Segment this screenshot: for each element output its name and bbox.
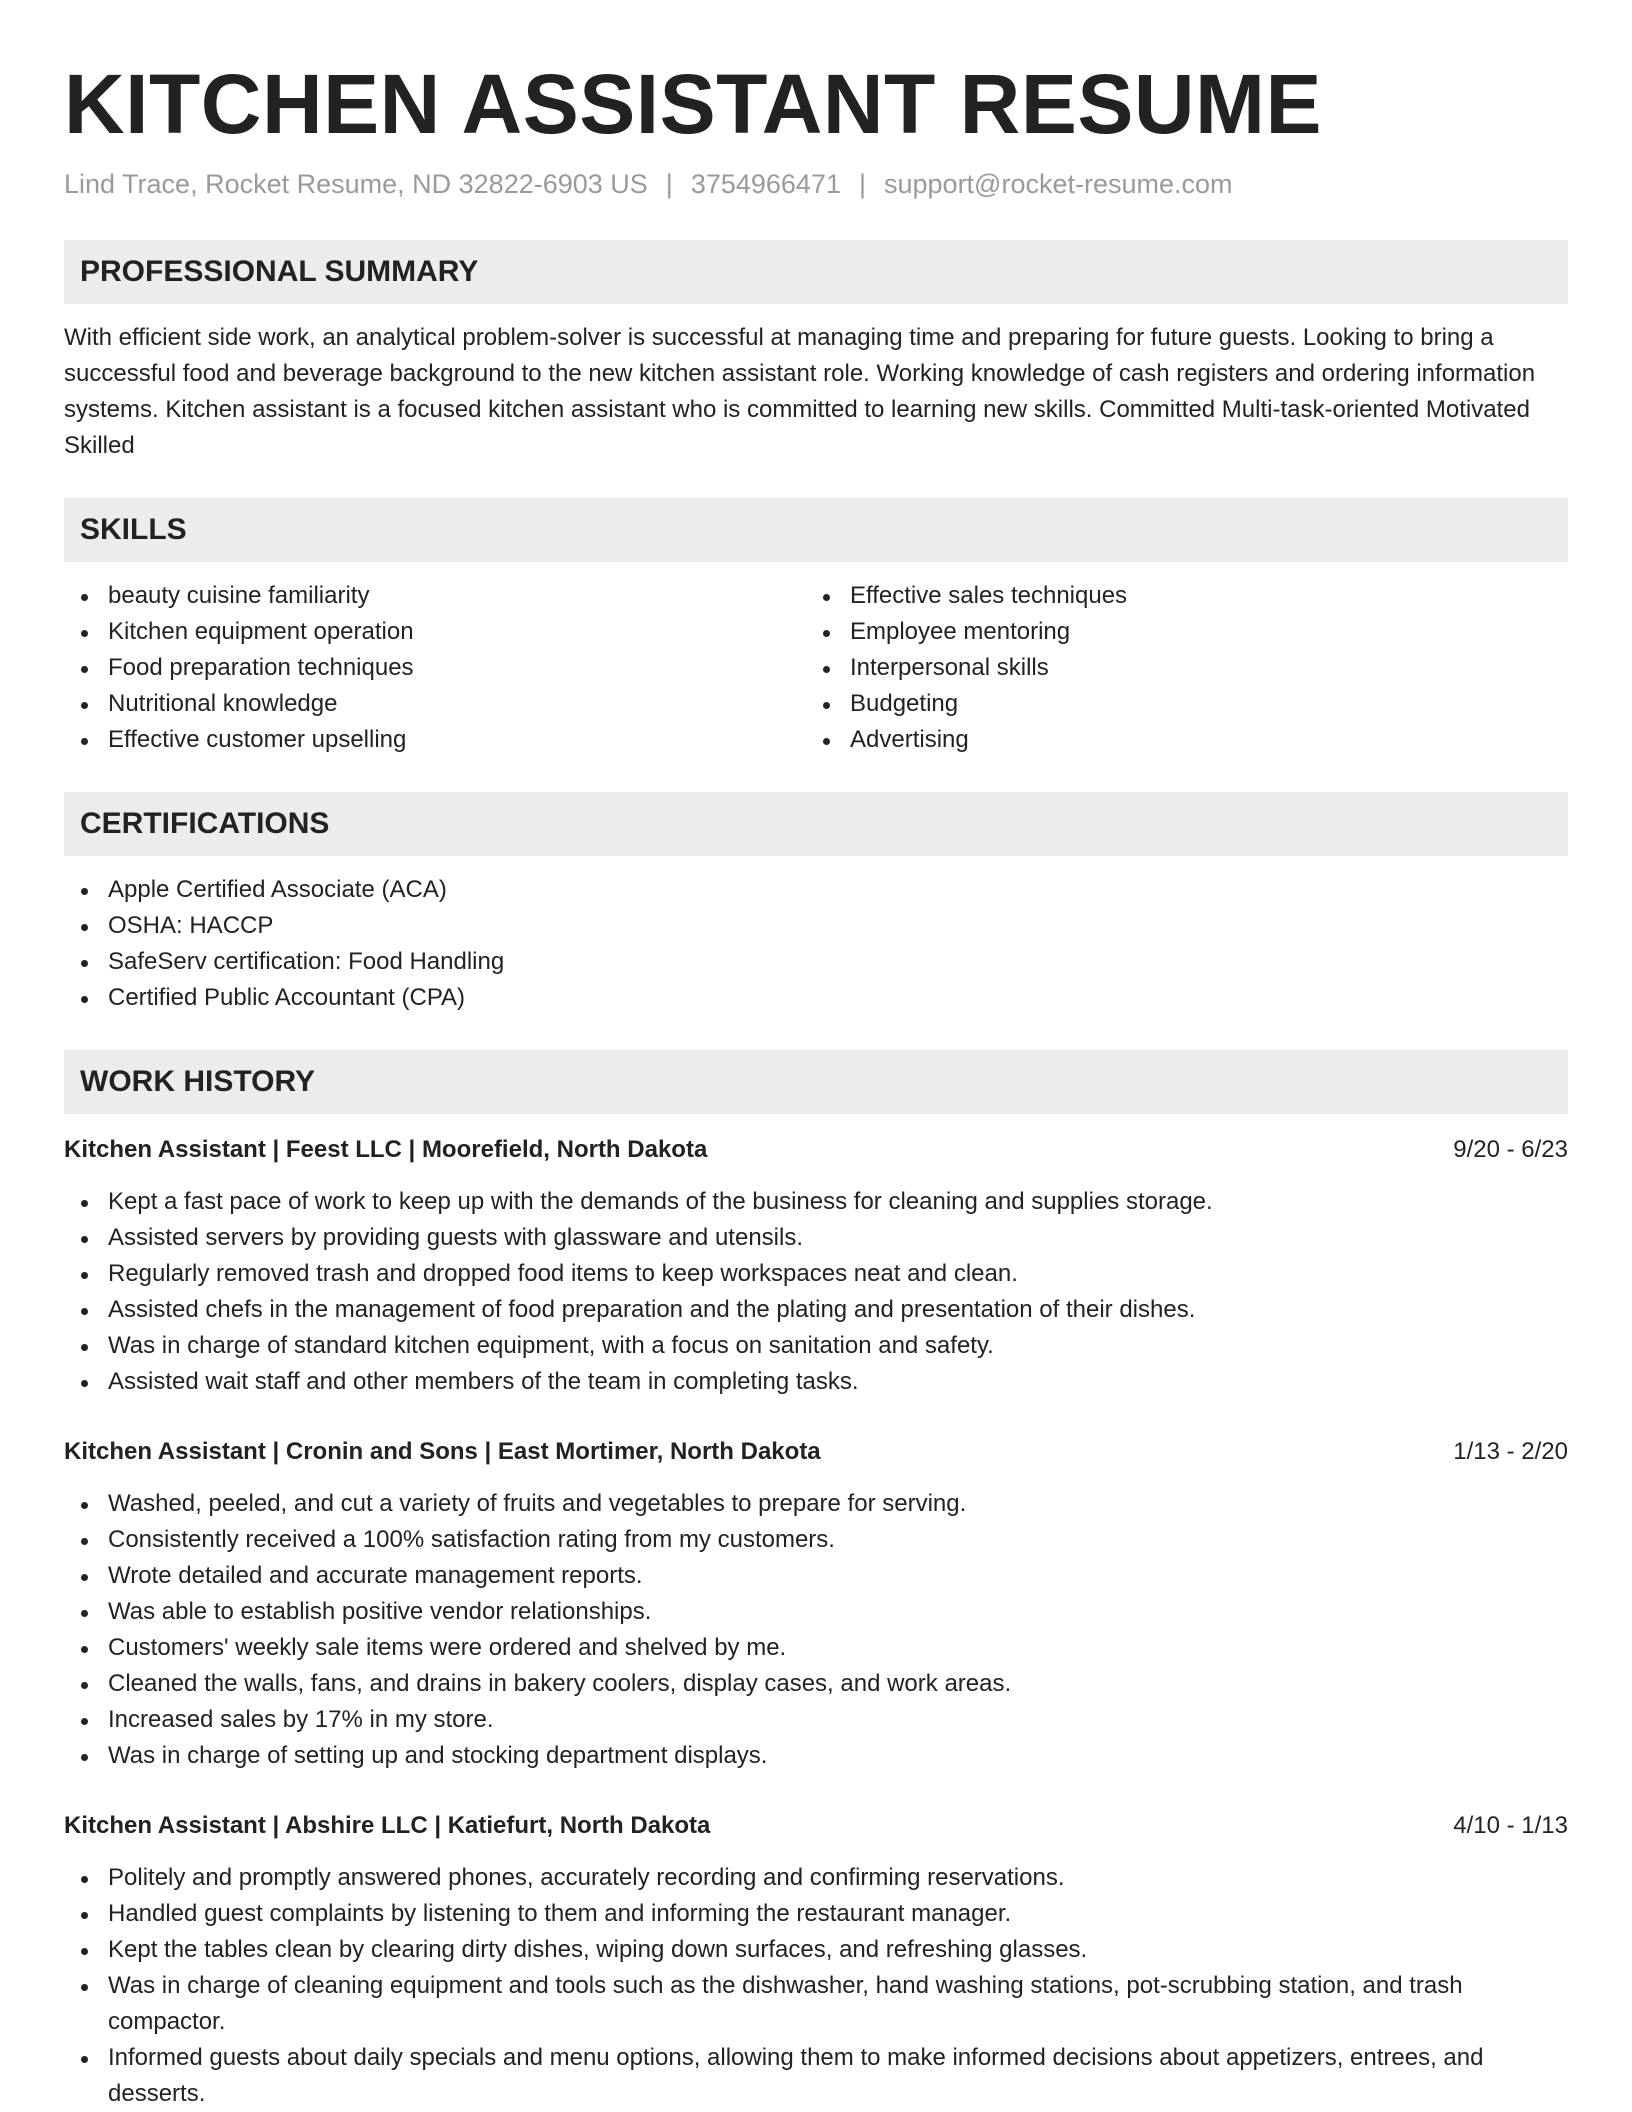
job-bullet: Was in charge of setting up and stocking department displays. [108,1738,1568,1774]
contact-phone: 3754966471 [690,169,841,199]
skill-item: Food preparation techniques [108,650,806,686]
certification-item: OSHA: HACCP [108,908,1568,944]
skill-item: Kitchen equipment operation [108,614,806,650]
skill-item: beauty cuisine familiarity [108,578,806,614]
job-bullet: Politely and promptly answered phones, accurately recording and confirming reservations. [108,1860,1568,1896]
skills-column-right [806,578,1548,758]
summary-text: With efficient side work, an analytical problem-solver is successful at managing time and preparing for future guests. Looking to bring a successful food and beverage background to the new kitchen assistant role. Working knowledge of cash registers and ordering information systems. Kitchen assistant is a focused kitchen assistant who is committed to learning new skills. Committed Multi-task-oriented Motivated Skilled [64,324,1536,459]
skill-item: Budgeting [850,686,1548,722]
section-header-certifications: CERTIFICATIONS [64,792,1568,856]
section-header-work-history: WORK HISTORY [64,1050,1568,1114]
job-bullet: Assisted chefs in the management of food preparation and the plating and presentation of their dishes. [108,1292,1568,1328]
job-entry [64,1808,1568,2112]
job-dates: 9/20 - 6/23 [1453,1136,1568,1163]
job-title: Kitchen Assistant | Abshire LLC | Katiefurt, North Dakota [64,1812,711,1839]
resume-title: KITCHEN ASSISTANT RESUME [64,57,1323,151]
contact-email: support@rocket-resume.com [884,169,1233,199]
job-bullet: Was in charge of standard kitchen equipment, with a focus on sanitation and safety. [108,1328,1568,1364]
job-header [64,1808,1568,1844]
job-bullets [64,1860,1568,2112]
certifications-section [64,792,1568,1016]
certification-item: Certified Public Accountant (CPA) [108,980,1568,1016]
job-title: Kitchen Assistant | Feest LLC | Moorefield, North Dakota [64,1136,708,1163]
skill-item: Effective customer upselling [108,722,806,758]
job-bullet: Increased sales by 17% in my store. [108,1702,1568,1738]
work-history-section [64,1050,1568,2112]
job-entry [64,1434,1568,1774]
certifications-list [64,872,1568,1016]
job-bullets [64,1486,1568,1774]
job-bullet: Wrote detailed and accurate management reports. [108,1558,1568,1594]
job-entry [64,1132,1568,1400]
job-bullet: Cleaned the walls, fans, and drains in bakery coolers, display cases, and work areas. [108,1666,1568,1702]
skills-column-left [64,578,806,758]
job-bullets [64,1184,1568,1400]
job-bullet: Consistently received a 100% satisfaction rating from my customers. [108,1522,1568,1558]
skill-item: Interpersonal skills [850,650,1548,686]
job-title: Kitchen Assistant | Cronin and Sons | East Mortimer, North Dakota [64,1438,821,1465]
job-bullet: Assisted wait staff and other members of the team in completing tasks. [108,1364,1568,1400]
skill-item: Advertising [850,722,1548,758]
contact-separator: | [858,169,866,199]
summary-section [64,240,1568,464]
job-bullet: Informed guests about daily specials and menu options, allowing them to make informed decisions about appetizers, entrees, and desserts. [108,2040,1568,2112]
contact-separator: | [665,169,673,199]
job-bullet: Assisted servers by providing guests with glassware and utensils. [108,1220,1568,1256]
skills-grid [64,578,1568,758]
skill-item: Effective sales techniques [850,578,1548,614]
job-bullet: Regularly removed trash and dropped food items to keep workspaces neat and clean. [108,1256,1568,1292]
certification-item: Apple Certified Associate (ACA) [108,872,1568,908]
job-bullet: Was in charge of cleaning equipment and tools such as the dishwasher, hand washing stations, pot-scrubbing station, and trash compactor. [108,1968,1568,2040]
contact-line [64,166,1568,202]
job-dates: 1/13 - 2/20 [1453,1438,1568,1465]
job-bullet: Washed, peeled, and cut a variety of fruits and vegetables to prepare for serving. [108,1486,1568,1522]
job-bullet: Was able to establish positive vendor relationships. [108,1594,1568,1630]
section-header-summary: PROFESSIONAL SUMMARY [64,240,1568,304]
job-bullet: Kept a fast pace of work to keep up with the demands of the business for cleaning and supplies storage. [108,1184,1568,1220]
resume-page [64,0,1568,2112]
skill-item: Employee mentoring [850,614,1548,650]
job-bullet: Customers' weekly sale items were ordered and shelved by me. [108,1630,1568,1666]
job-bullet: Kept the tables clean by clearing dirty dishes, wiping down surfaces, and refreshing glasses. [108,1932,1568,1968]
contact-address: Lind Trace, Rocket Resume, ND 32822-6903 US [64,169,648,199]
job-header [64,1434,1568,1470]
job-dates: 4/10 - 1/13 [1453,1812,1568,1839]
skills-section [64,498,1568,758]
skill-item: Nutritional knowledge [108,686,806,722]
job-header [64,1132,1568,1168]
section-header-skills: SKILLS [64,498,1568,562]
job-bullet: Handled guest complaints by listening to them and informing the restaurant manager. [108,1896,1568,1932]
certification-item: SafeServ certification: Food Handling [108,944,1568,980]
